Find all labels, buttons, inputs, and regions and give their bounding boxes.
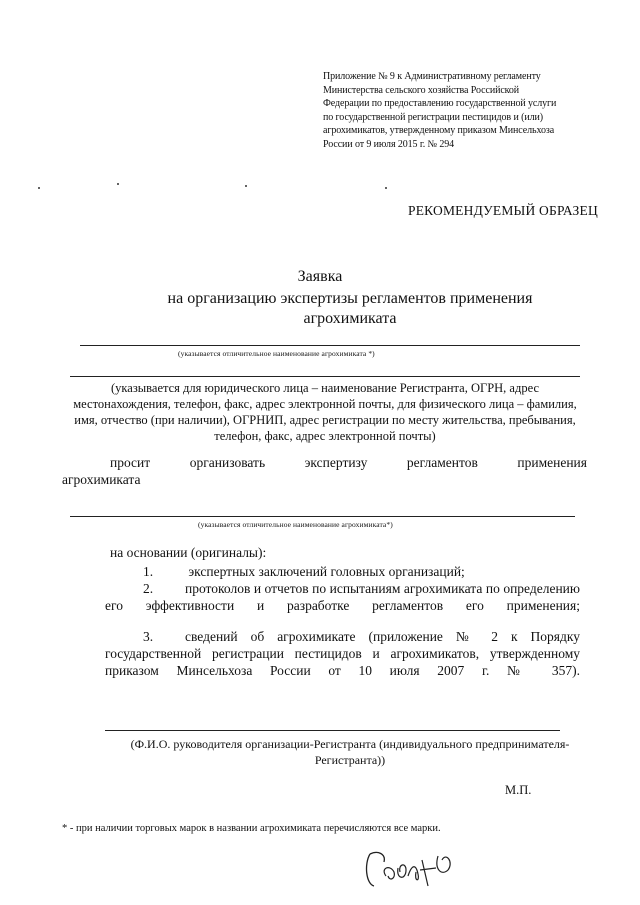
agrochemical-name-caption-2: (указывается отличительное наименование агрохимиката*)	[198, 520, 393, 529]
list-number: 1.	[143, 564, 154, 579]
appendix-line: Федерации по предоставлению государственной услуги	[323, 98, 557, 109]
list-text: сведений об агрохимикате (приложение № 2 к Порядку государственной регистрации пестицидов и агрохимикатов, утвержденному приказом Минсельхоза России от 10 июля 2007 г. № 357).	[105, 629, 580, 678]
document-subtitle: на организацию экспертизы регламентов применения агрохимиката	[167, 290, 533, 327]
appendix-line: Приложение № 9 к Административному регламенту	[323, 71, 541, 82]
appendix-line: агрохимикатов, утвержденному приказом Минсельхоза	[323, 125, 555, 136]
recommended-sample-label: РЕКОМЕНДУЕМЫЙ ОБРАЗЕЦ	[408, 203, 598, 218]
appendix-line: по государственной регистрации пестицидов и (или)	[323, 111, 543, 123]
appendix-line: Министерства сельского хозяйства Российской	[323, 84, 520, 96]
document-title: Заявка	[297, 268, 343, 285]
basis-intro: на основании (оригиналы):	[110, 545, 267, 560]
signature-caption: (Ф.И.О. руководителя организации-Регистранта (индивидуального предпринимателя-Регистранта))	[130, 737, 570, 767]
agrochemical-name-line-2	[70, 516, 575, 517]
registrant-caption: (указывается для юридического лица – наименование Регистранта, ОГРН, адрес местонахождения, телефон, факс, адрес электронной почты, для физического лица – фамилия, имя, отчество (при наличии), ОГРНИП, адрес регистрации по месту жительства, пребывания, телефон, факс, адрес электронной почты)	[73, 381, 577, 443]
list-number: 2.	[143, 581, 154, 596]
request-word: регламентов	[406, 455, 478, 470]
scan-specks	[0, 183, 640, 193]
signature-line	[105, 730, 560, 731]
request-end: агрохимиката	[62, 472, 141, 487]
registrant-line	[70, 376, 580, 377]
stamp-label: М.П.	[505, 783, 532, 797]
speck	[117, 183, 119, 185]
handwritten-signature	[362, 846, 462, 891]
speck	[38, 187, 40, 189]
request-word: применения	[517, 455, 587, 470]
appendix-line: России от 9 июля 2015 г. № 294	[323, 138, 455, 150]
request-word: просит	[110, 455, 151, 470]
request-row	[82, 454, 587, 471]
list-item	[105, 563, 580, 580]
agrochemical-name-line	[80, 345, 580, 346]
appendix-note	[323, 70, 585, 151]
list-item	[105, 628, 580, 679]
list-item	[105, 580, 580, 614]
request-word: организовать	[189, 455, 266, 470]
request-word: экспертизу	[304, 455, 368, 470]
speck	[385, 187, 387, 189]
list-number: 3.	[143, 629, 154, 644]
agrochemical-name-caption: (указывается отличительное наименование агрохимиката *)	[178, 349, 375, 358]
speck	[245, 185, 247, 187]
list-text: экспертных заключений головных организаций;	[188, 564, 465, 579]
request-text	[62, 454, 587, 488]
footnote: * - при наличии торговых марок в названии агрохимиката перечисляются все марки.	[62, 823, 441, 834]
list-text: протоколов и отчетов по испытаниям агрохимиката по определению его эффективности и разработке регламентов его применения;	[105, 581, 580, 613]
